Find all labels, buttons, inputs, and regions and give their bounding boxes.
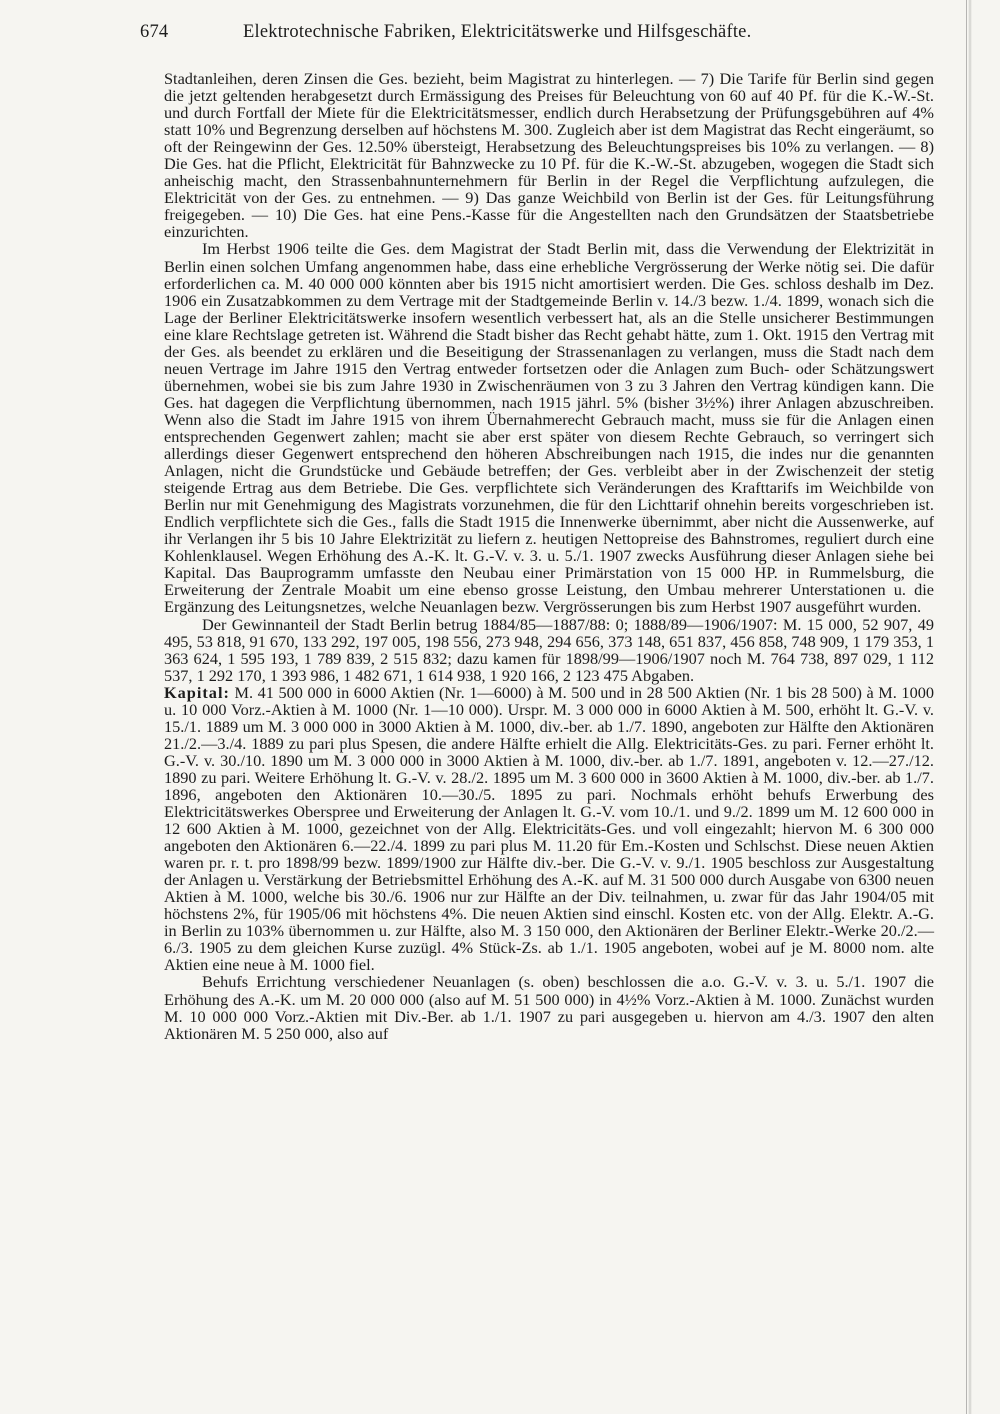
paragraph-text: Stadtanleihen, deren Zinsen die Ges. bezieht, beim Magistrat zu hinterlegen. — 7) Die Tarife für Berlin sind gegen die jetzt geltenden herabgesetzt durch Ermässigung des Preises für Beleuchtung von 60 auf 40 Pf. für die K.-W.-St. und durch Fortfall der Miete für die Elektricitätsmesser, endlich durch Herabsetzung der Prüfungsgebühren auf 4% statt 10% und Begrenzung derselben auf höchstens M. 300. Zugleich aber ist dem Magistrat das Recht eingeräumt, so oft der Reingewinn der Ges. 12.50% übersteigt, Herabsetzung des Beleuchtungspreises bis 10% zu verlangen. — 8) Die Ges. hat die Pflicht, Elektricität für Bahnzwecke zu 10 Pf. für die K.-W.-St. abzugeben, wogegen die Stadt sich anheischig macht, den Strassenbahnunternehmern für Berlin in der Regel die Verpflichtung aufzulegen, die Elektricität von der Ges. zu entnehmen. — 9) Das ganze Weichbild von Berlin ist der Ges. für Leitungsführung freigegeben. — 10) Die Ges. hat eine Pens.-Kasse für die Angestellten nach den Grundsätzen der Staatsbetriebe einzurichten. xyxy=(164,69,934,242)
paragraph-capital xyxy=(164,684,934,974)
paragraph-supplementary-agreement xyxy=(164,240,934,615)
scan-binding-shadow xyxy=(968,0,972,1414)
paragraph-city-profit-share xyxy=(164,616,934,684)
paragraph-new-installations xyxy=(164,973,934,1041)
paragraph-text: Im Herbst 1906 teilte die Ges. dem Magistrat der Stadt Berlin mit, dass die Verwendung der Elektrizität in Berlin einen solchen Umfang angenommen habe, dass eine erhebliche Vergrösserung der Werke nötig sei. Die dafür erforderlichen ca. M. 40 000 000 könnten aber bis 1915 nicht amortisiert werden. Die Ges. schloss deshalb im Dez. 1906 ein Zusatzabkommen zu dem Vertrage mit der Stadtgemeinde Berlin v. 14./3 bezw. 1./4. 1899, wonach sich die Lage der Berliner Elektricitätswerke insofern wesentlich verbessert hat, als an die Stelle unsicherer Bestimmungen eine klare Rechtslage getreten ist. Während die Stadt bisher das Recht gehabt hätte, zum 1. Okt. 1915 den Vertrag mit der Ges. als beendet zu erklären und die Beseitigung der Strassenanlagen zu verlangen, muss die Stadt nach dem neuen Vertrage im Jahre 1915 den Vertrag entweder fortsetzen oder die Anlagen zum Buch- oder Schätzungswert übernehmen, wobei sie bis zum Jahre 1930 in Zwischenräumen von 3 zu 3 Jahren den Vertrag kündigen kann. Die Ges. hat dagegen die Verpflichtung übernommen, nach 1915 jährl. 5% (bisher 3½%) ihrer Anlagen abzuschreiben. Wenn also die Stadt im Jahre 1915 von ihrem Übernahmerecht Gebrauch macht, muss sie für die Anlagen einen entsprechenden Gegenwert zahlen; macht sie aber erst später von diesem Rechte Gebrauch, so verringert sich allerdings dieser Gegenwert entsprechend den höheren Abschreibungen nach 1915, die indes nur die genannten Anlagen, nicht die Grundstücke und Gebäude betreffen; der Ges. verbleibt aber in der Zwischenzeit der stetig steigende Ertrag aus dem Betriebe. Die Ges. verpflichtete sich Veränderungen des Krafttarifs im Weichbilde von Berlin nur mit Genehmigung des Magistrats vorzunehmen, die für den Lichttarif ohnehin bereits vorgeschrieben ist. Endlich verpflichtete sich die Ges., falls die Stadt 1915 die Innenwerke übernimmt, aber nicht die Aussenwerke, auf ihr Verlangen ihr 5 bis 10 Jahre Elektrizität zu liefern z. heutigen Nettopreise des Bahnstromes, reguliert durch eine Kohlenklausel. Wegen Erhöhung des A.-K. lt. G.-V. v. 3. u. 5./1. 1907 zwecks Ausführung dieser Anlagen siehe bei Kapital. Das Bauprogramm umfasste den Neubau einer Primärstation von 15 000 HP. in Rummelsburg, die Erweiterung der Zentrale Moabit um eine ebenso grosse Leistung, den Umbau mehrerer Unterstationen u. die Ergänzung des Leitungsnetzes, welche Neuanlagen bezw. Vergrösserungen bis zum Herbst 1907 ausgeführt wurden. xyxy=(164,239,934,617)
paragraph-text: M. 41 500 000 in 6000 Aktien (Nr. 1—6000) à M. 500 und in 28 500 Aktien (Nr. 1 bis 28 500) à M. 1000 u. 10 000 Vorz.-Aktien à M. 1000 (Nr. 1—10 000). Urspr. M. 3 000 000 in 6000 Aktien à M. 500, erhöht lt. G.-V. v. 15./1. 1889 um M. 3 000 000 in 3000 Aktien à M. 1000, div.-ber. ab 1./7. 1890, angeboten zur Hälfte den Aktionären 21./2.—3./4. 1889 zu pari plus Spesen, die andere Hälfte erhielt die Allg. Elektricitäts-Ges. zu pari. Ferner erhöht lt. G.-V. v. 30./10. 1890 um M. 3 000 000 in 3000 Aktien à M. 1000, div.-ber. ab 1./7. 1891, angeboten v. 12.—27./12. 1890 zu pari. Weitere Erhöhung lt. G.-V. v. 28./2. 1895 um M. 3 600 000 in 3600 Aktien à M. 1000, div.-ber. ab 1./7. 1896, angeboten den Aktionären 10.—30./5. 1895 zu pari. Nochmals erhöht behufs Erwerbung des Elektricitätswerkes Oberspree und Erweiterung der Anlagen lt. G.-V. vom 10./1. und 9./2. 1899 um M. 12 600 000 in 12 600 Aktien à M. 1000, gezeichnet von der Allg. Elektricitäts-Ges. und voll eingezahlt; hiervon M. 6 300 000 angeboten den Aktionären 6.—22./4. 1899 zu pari plus M. 11.20 für Em.-Kosten und Schlschst. Diese neuen Aktien waren pr. r. t. pro 1898/99 bezw. 1899/1900 zur Hälfte div.-ber. Die G.-V. v. 9./1. 1905 beschloss zur Ausgestaltung der Anlagen u. Verstärkung der Betriebsmittel Erhöhung des A.-K. auf M. 31 500 000 durch Ausgabe von 6300 neuen Aktien à M. 1000, welche bis 30./6. 1906 nur zur Hälfte an der Div. teilnahmen, u. zwar für das Jahr 1904/05 mit höchstens 2%, für 1905/06 mit höchstens 4%. Die neuen Aktien sind einschl. Kosten etc. von der Allg. Elektr. A.-G. in Berlin zu 103% übernommen u. zur Hälfte, also M. 3 150 000, den Aktionären der Berliner Elektr.-Werke 20./2.—6./3. 1905 zu dem gleichen Kurse zuzügl. 4% Stück-Zs. ab 1./1. 1905 angeboten, wobei auf je M. 8000 nom. alte Aktien eine neue à M. 1000 fiel. xyxy=(164,682,934,975)
paragraph-tariffs xyxy=(164,70,934,240)
running-title: Elektrotechnische Fabriken, Elektricitätswerke und Hilfsgeschäfte. xyxy=(243,22,752,42)
scan-page-edge xyxy=(966,0,967,1414)
paragraph-text: Der Gewinnanteil der Stadt Berlin betrug 1884/85—1887/88: 0; 1888/89—1906/1907: M. 15 000, 52 907, 49 495, 53 818, 91 670, 133 292, 197 005, 198 556, 273 948, 294 656, 373 148, 651 837, 456 858, 748 909, 1 179 353, 1 363 624, 1 595 193, 1 789 839, 2 515 832; dazu kamen für 1898/99—1906/1907 noch M. 764 738, 897 029, 1 112 537, 1 292 170, 1 393 986, 1 482 671, 1 614 938, 1 920 166, 2 123 475 Abgaben. xyxy=(164,614,934,685)
paragraph-text: Behufs Errichtung verschiedener Neuanlagen (s. oben) beschlossen die a.o. G.-V. v. 3. u. 5./1. 1907 die Erhöhung des A.-K. um M. 20 000 000 (also auf M. 51 500 000) in 4½% Vorz.-Aktien à M. 1000. Zunächst wurden M. 10 000 000 Vorz.-Aktien mit Div.-Ber. ab 1./1. 1907 zu pari ausgegeben u. hiervon am 4./3. 1907 den alten Aktionären M. 5 250 000, also auf xyxy=(164,972,934,1043)
section-keyword-kapital: Kapital: xyxy=(164,682,230,702)
body-text xyxy=(164,70,934,1042)
page-number: 674 xyxy=(140,22,169,42)
page-header xyxy=(140,22,840,48)
